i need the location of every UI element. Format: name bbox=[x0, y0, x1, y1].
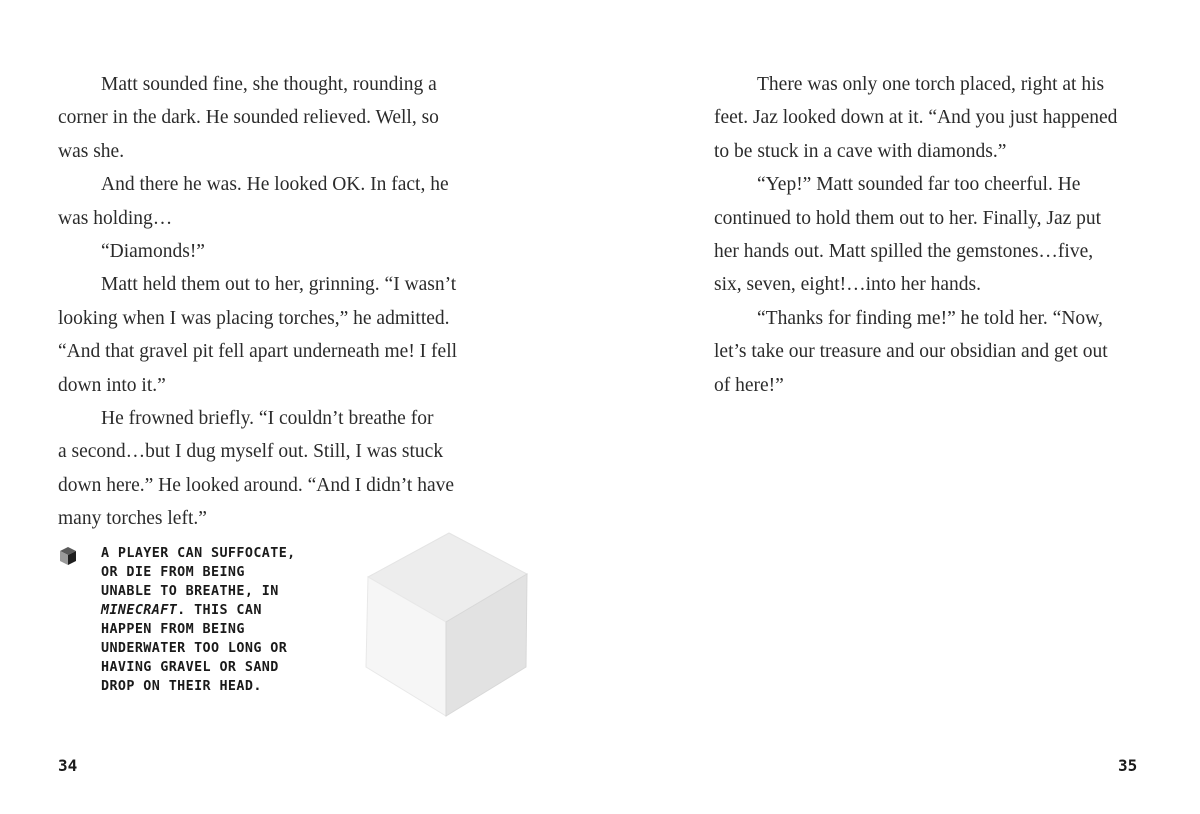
text-line: continued to hold them out to her. Finally, Jaz put bbox=[714, 207, 1102, 229]
text-line: feet. Jaz looked down at it. “And you just happened bbox=[714, 107, 1118, 129]
text-line: corner in the dark. He sounded relieved. Well, so bbox=[58, 107, 439, 129]
text-line: “Diamonds!” bbox=[101, 240, 205, 262]
right-page bbox=[600, 0, 1200, 814]
text-line: let’s take our treasure and our obsidian and get out bbox=[714, 341, 1108, 363]
text-line: of here!” bbox=[714, 374, 784, 396]
left-page-body bbox=[58, 68, 488, 535]
fact-line: DROP ON THEIR HEAD. bbox=[101, 679, 262, 694]
fact-line: UNABLE TO BREATHE, IN bbox=[101, 584, 279, 599]
fact-line: OR DIE FROM BEING bbox=[101, 565, 245, 580]
text-line: And there he was. He looked OK. In fact, he bbox=[101, 174, 449, 196]
fact-text bbox=[101, 544, 371, 696]
text-line: six, seven, eight!…into her hands. bbox=[714, 274, 981, 296]
fact-line-rest: . THIS CAN bbox=[177, 603, 262, 618]
fact-line: HAPPEN FROM BEING bbox=[101, 622, 245, 637]
text-line: was holding… bbox=[58, 207, 173, 229]
text-line: many torches left.” bbox=[58, 508, 207, 530]
fact-line bbox=[101, 601, 371, 620]
text-line: down here.” He looked around. “And I didn’t have bbox=[58, 474, 455, 496]
text-line: “Yep!” Matt sounded far too cheerful. He bbox=[757, 174, 1081, 196]
fact-line: UNDERWATER TOO LONG OR bbox=[101, 641, 288, 656]
page-number: 35 bbox=[1118, 756, 1138, 775]
block-icon bbox=[58, 546, 78, 566]
text-line: down into it.” bbox=[58, 374, 166, 396]
text-line: “And that gravel pit fell apart underneath me! I fell bbox=[58, 341, 458, 363]
fact-emphasis: MINECRAFT bbox=[101, 603, 178, 618]
cube-illustration bbox=[360, 530, 535, 720]
text-line: “Thanks for finding me!” he told her. “Now, bbox=[757, 307, 1103, 329]
text-line: Matt held them out to her, grinning. “I wasn’t bbox=[101, 274, 457, 296]
text-line: Matt sounded fine, she thought, rounding a bbox=[101, 74, 437, 95]
text-line: There was only one torch placed, right at his bbox=[757, 74, 1105, 95]
text-line: was she. bbox=[58, 140, 125, 162]
fact-line: HAVING GRAVEL OR SAND bbox=[101, 660, 279, 675]
text-line: to be stuck in a cave with diamonds.” bbox=[714, 140, 1007, 162]
text-line: her hands out. Matt spilled the gemstones…five, bbox=[714, 240, 1094, 262]
right-page-body bbox=[714, 68, 1154, 402]
fact-line: A PLAYER CAN SUFFOCATE, bbox=[101, 546, 296, 561]
text-line: looking when I was placing torches,” he admitted. bbox=[58, 307, 450, 329]
text-line: He frowned briefly. “I couldn’t breathe for bbox=[101, 407, 434, 429]
page-number: 34 bbox=[58, 756, 78, 775]
text-line: a second…but I dug myself out. Still, I was stuck bbox=[58, 441, 444, 463]
